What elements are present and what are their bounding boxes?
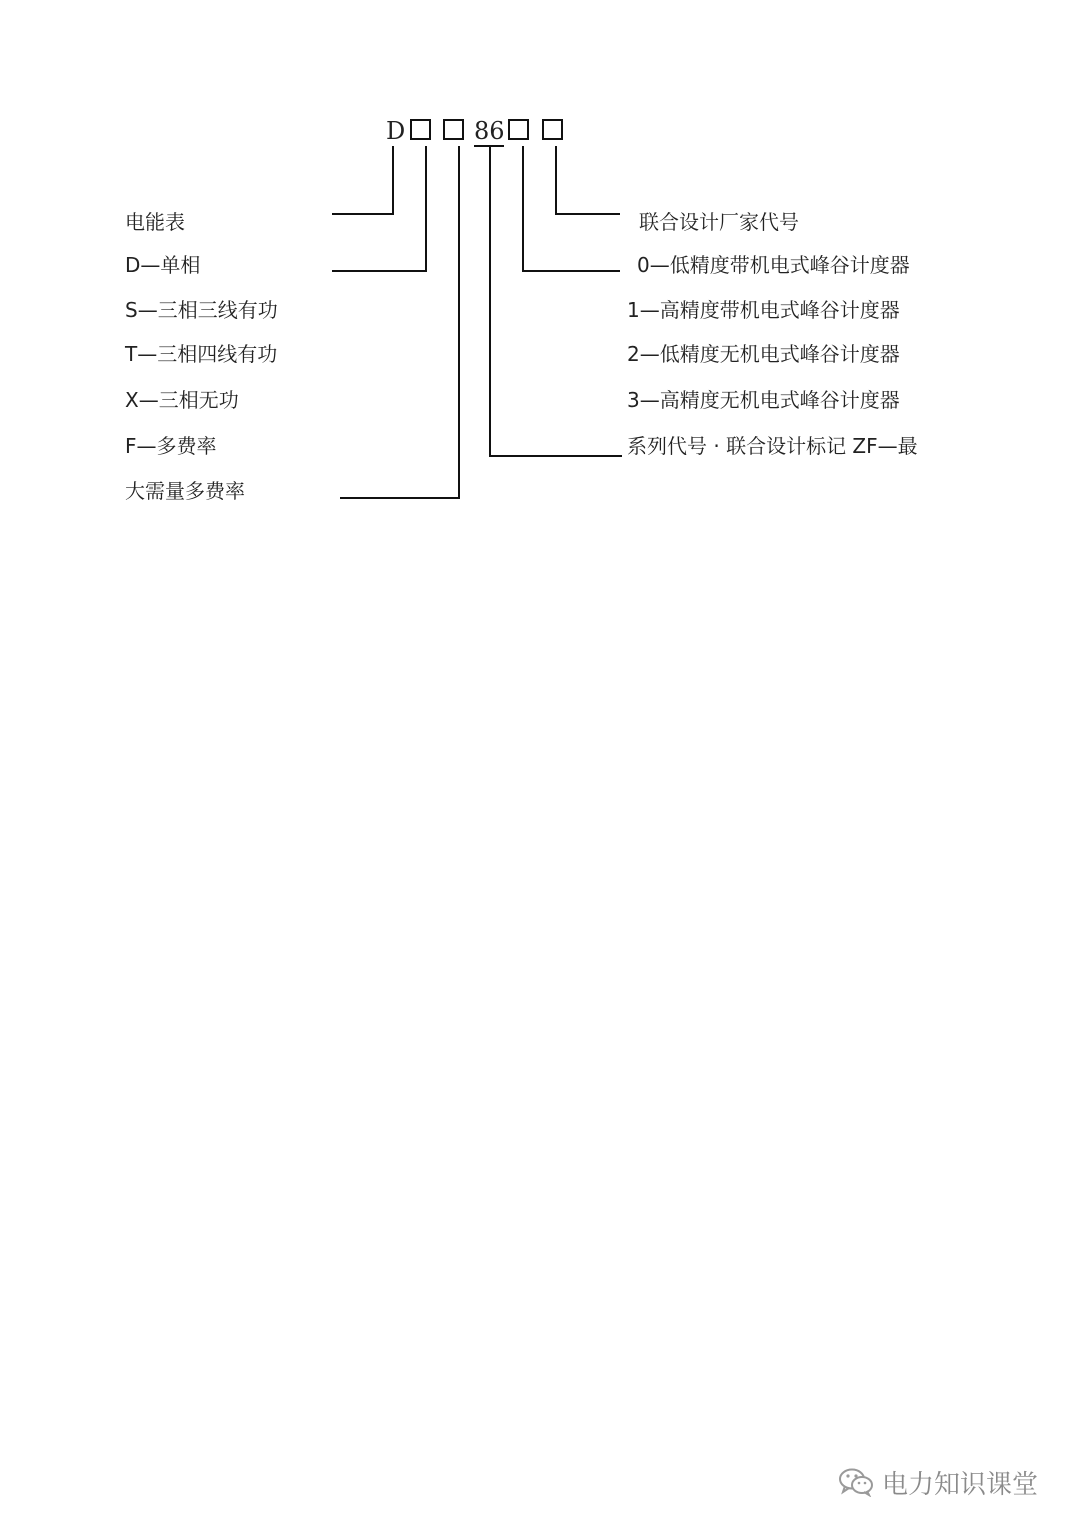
label-multi-tariff: F—多费率 [125,434,217,458]
label-series-code: 系列代号 · 联合设计标记 ZF—最 [627,434,918,458]
label-register-0: 0—低精度带机电式峰谷计度器 [637,253,910,277]
code-prefix: D [386,117,406,145]
leader-line-phase [332,146,426,271]
label-single-phase: D—单相 [125,253,201,277]
code-series-digits: 86 [474,117,505,145]
label-max-demand: 大需量多费率 [125,479,245,503]
leader-line-register [523,146,620,271]
label-register-2: 2—低精度无机电式峰谷计度器 [627,342,900,366]
leader-line-tariff [340,146,459,498]
label-three-phase-four-wire: T—三相四线有功 [125,342,278,366]
wechat-icon [838,1467,874,1497]
label-meter: 电能表 [125,210,185,234]
leader-line-manufacturer [556,146,620,214]
label-register-1: 1—高精度带机电式峰谷计度器 [627,298,900,322]
watermark-text: 电力知识课堂 [882,1469,1039,1500]
watermark [838,1464,1038,1500]
label-three-phase-three-wire: S—三相三线有功 [125,298,278,322]
leader-line-meter [332,146,393,214]
label-three-phase-reactive: X—三相无功 [125,388,239,412]
label-register-3: 3—高精度无机电式峰谷计度器 [627,388,900,412]
label-manufacturer-code: 联合设计厂家代号 [639,210,799,234]
